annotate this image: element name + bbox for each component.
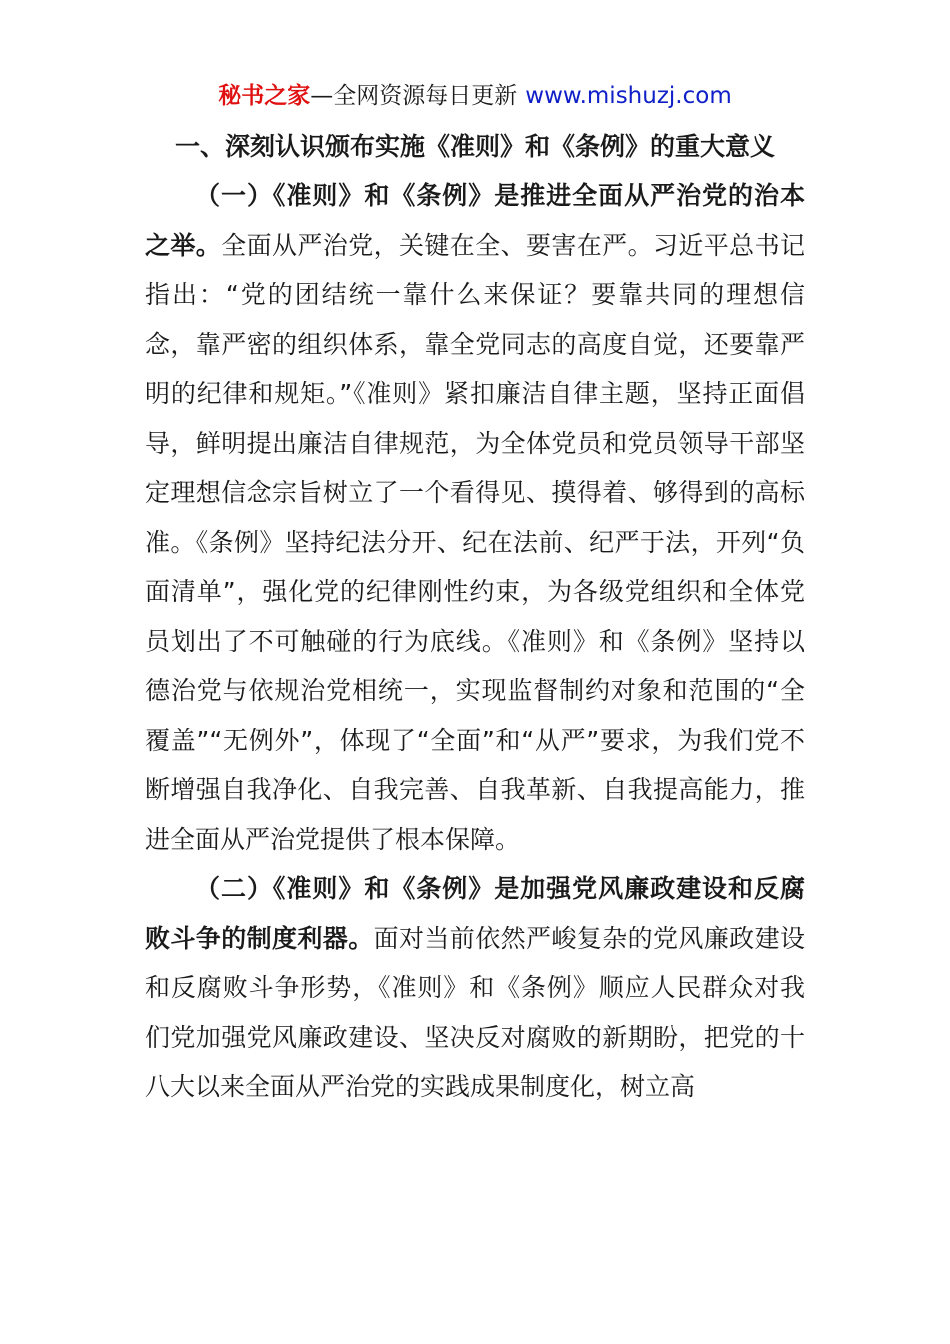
section-heading: 一、深刻认识颁布实施《准则》和《条例》的重大意义 [175, 132, 776, 161]
site-slogan: —全网资源每日更新 [310, 83, 518, 109]
paragraph-1 [145, 171, 805, 864]
document-body [145, 122, 805, 1112]
site-header [0, 80, 950, 112]
paragraph-2-lead: （二）《准则》和《条例》是加强党风廉政建设和反腐败斗争的制度利器。 [145, 874, 805, 953]
site-url-link[interactable]: www.mishuzj.com [525, 83, 732, 109]
paragraph-2 [145, 864, 805, 1112]
site-brand: 秘书之家 [218, 83, 311, 109]
paragraph-2-body: 面对当前依然严峻复杂的党风廉政建设和反腐败斗争形势，《准则》和《条例》顺应人民群众对我们党加强党风廉政建设、坚决反对腐败的新期盼，把党的十八大以来全面从严治党的实践成果制度化，树立高 [145, 923, 805, 1101]
paragraph-1-lead: （一）《准则》和《条例》是推进全面从严治党的治本之举。 [145, 181, 805, 260]
paragraph-1-body: 全面从严治党，关键在全、要害在严。习近平总书记指出：“党的团结统一靠什么来保证？要靠共同的理想信念，靠严密的组织体系，靠全党同志的高度自觉，还要靠严明的纪律和规矩。”《准则》紧扣廉洁自律主题，坚持正面倡导，鲜明提出廉洁自律规范，为全体党员和党员领导干部坚定理想信念宗旨树立了一个看得见、摸得着、够得到的高标准。《条例》坚持纪法分开、纪在法前、纪严于法，开列“负面清单”，强化党的纪律刚性约束，为各级党组织和全体党员划出了不可触碰的行为底线。《准则》和《条例》坚持以德治党与依规治党相统一，实现监督制约对象和范围的“全覆盖”“无例外”，体现了“全面”和“从严”要求，为我们党不断增强自我净化、自我完善、自我革新、自我提高能力，推进全面从严治党提供了根本保障。 [145, 230, 805, 854]
